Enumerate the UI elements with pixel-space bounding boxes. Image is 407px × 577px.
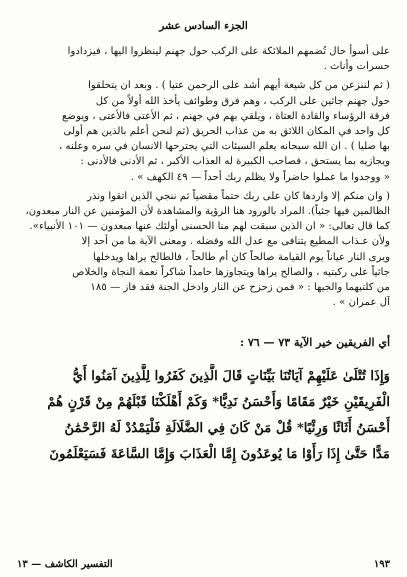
text-line: بها صليا ) . ان الله سبحانه يعلم السيئات التي يجترحها الانسان في سره وعلنه ، bbox=[59, 141, 390, 153]
text-line: ولأن عـذاب المطيع يتنافى مع عدل الله وفضله . ومعنى الآية ما من أحد إلا bbox=[81, 236, 390, 248]
text-line: جاثياً على ركبتيه ، والصالح يراها ويتجاوزها حامداً شاكراً نعمة النجاة والخلاص bbox=[72, 266, 390, 278]
text-line: آل عمران » . bbox=[332, 297, 390, 309]
verse-line: وَإِذَا تُتْلَىٰ عَلَيْهِمْ آيَاتُنَا بَيِّنَاتٍ قَالَ الَّذِينَ كَفَرُوا لِلَّذِينَ آمَنُوا أَيُّ bbox=[72, 369, 390, 385]
page-footer bbox=[17, 559, 390, 573]
text-line: « ووجدوا ما عملوا حاضراً ولا يظلم ربك أحداً — ٤٩ الكهف » . bbox=[130, 171, 390, 183]
text-line: على أسوأ حال تُضمهم الملائكة على الركب حول جهنم لينظروا اليها ، فيزدادوا bbox=[67, 46, 390, 57]
verse-line: أَحْسَنُ أَثَاثًا وَرِئْيًا* قُلْ مَنْ كَانَ فِي الضَّلَالَةِ فَلْيَمْدُدْ لَهُ الرَّحْمَٰنُ bbox=[64, 421, 390, 437]
paragraph bbox=[17, 44, 390, 74]
commentary-body bbox=[17, 44, 390, 310]
text-line: ( وان منكم إلا واردها كان على ربك حتماً مقضياً ثم ننجي الذين اتقوا ونذر bbox=[87, 190, 390, 202]
text-line: ( ثم لننزعن من كل شيعة أيهم أشد على الرحمن عتيا ) . وبعد ان يتحلقوا bbox=[88, 80, 390, 92]
verse-line: مَدًّا حَتَّىٰ إِذَا رَأَوْا مَا يُوعَدُونَ إِمَّا الْعَذَابَ وَإِمَّا السَّاعَةَ فَسَيَعْلَمُونَ bbox=[49, 447, 390, 463]
text-line: كل واحد في المكان اللائق به من عذاب الحريق (ثم لنحن أعلم بالذين هم أولى bbox=[63, 126, 390, 138]
verse-line: الْفَرِيقَيْنِ خَيْرٌ مَقَامًا وَأَحْسَنُ نَدِيًّا* وَكَمْ أَهْلَكْنَا قَبْلَهُمْ مِنْ قَرْنٍ هُمْ bbox=[47, 395, 390, 411]
text-line: فرقة الرؤساء والقادة العتاة ، ويلقي بهم في جهنم ، ثم الأعتى فالأعتى ، ويوضع bbox=[62, 110, 390, 122]
text-line: من كلتيهما والجيها : « فمن زحزح عن النار وادخل الجنة فقد فاز — ١٨٥ bbox=[90, 282, 390, 294]
paragraph bbox=[17, 78, 390, 184]
section-heading: أي الفريقين خير الآية ٧٣ — ٧٦ : bbox=[239, 336, 390, 350]
quran-verses bbox=[17, 364, 390, 468]
text-line: كما قال تعالى: « ان الذين سبقت لهم منا الحسنى أولئك عنها مبعدون — ١٠١ الأنبياء». bbox=[29, 221, 390, 233]
running-head: الجزء السادس عشر bbox=[159, 20, 248, 32]
page-number: ١٩٣ bbox=[373, 559, 390, 570]
paragraph bbox=[17, 189, 390, 311]
book-title: التفسير الكاشف — ١٣ bbox=[17, 559, 113, 570]
text-line: ويجازيه بما يستحق ، فصاحب الكبيرة له العذاب الأكبر ، ثم الأدنى فالأدنى : bbox=[80, 156, 390, 168]
text-line: ويرى النار عياناً يوم القيامة صالحاً كان أم طالحاً ، فالطالح يراها ويدخلها bbox=[93, 251, 390, 263]
text-line: حول جهنم جاثين على الركب ، وهم فرق وطوائف يأخذ الله أولاً من كل bbox=[95, 95, 390, 107]
text-line: الظالمين فيها جثياً). المراد بالورود هنا الرؤية والمشاهدة لأن المؤمنين عن النار مبعدون، bbox=[25, 206, 390, 218]
text-line: حسرات وأناث . bbox=[323, 61, 390, 73]
